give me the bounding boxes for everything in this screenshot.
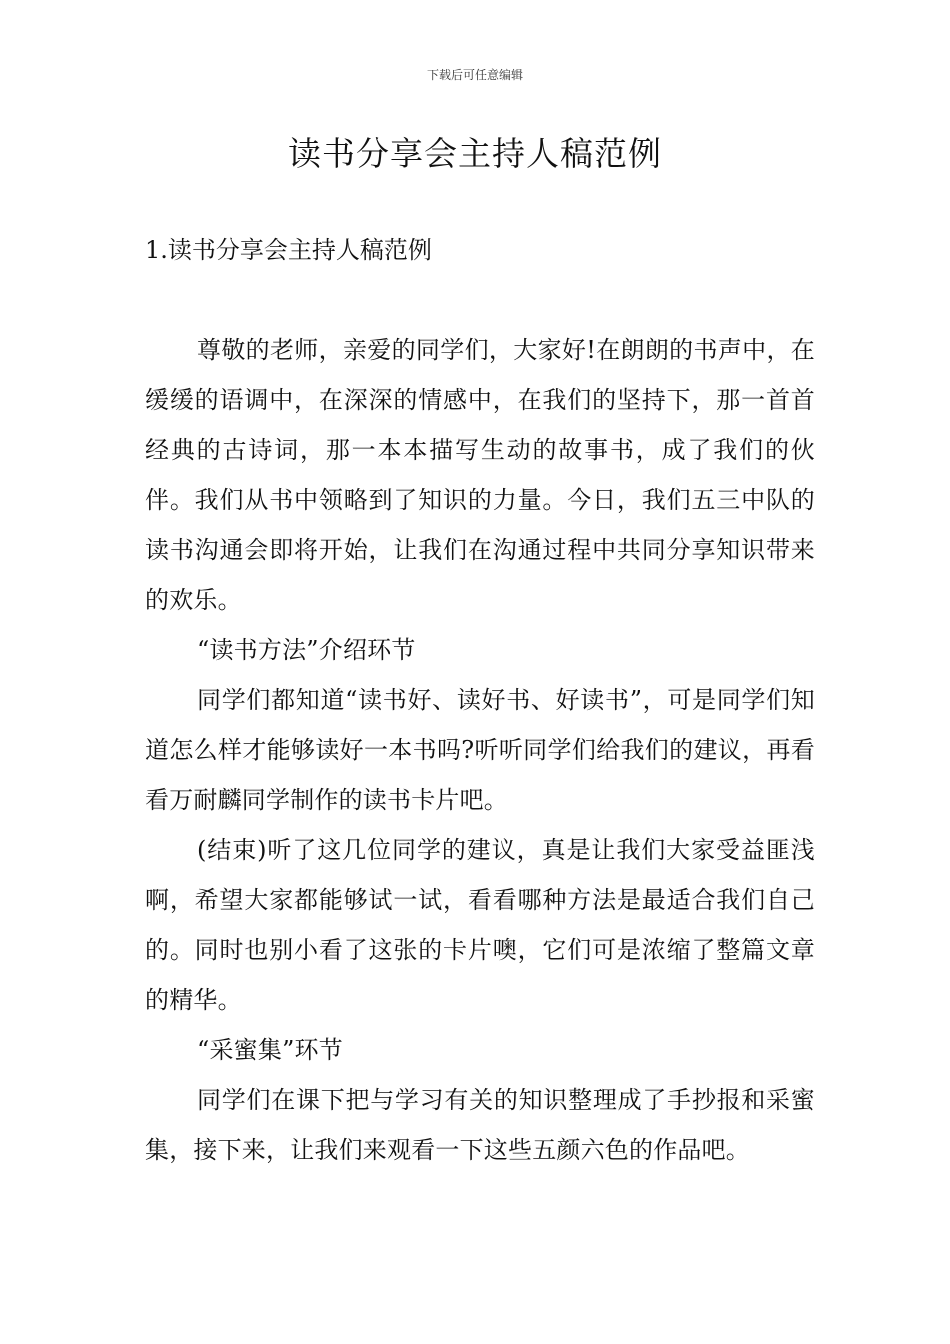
document-title: 读书分享会主持人稿范例	[288, 134, 662, 173]
section-heading: 1.读书分享会主持人稿范例	[145, 236, 432, 264]
paragraph-opening: 尊敬的老师，亲爱的同学们，大家好!在朗朗的书声中，在缓缓的语调中，在深深的情感中，在我们的坚持下，那一首首经典的古诗词，那一本本描写生动的故事书，成了我们的伙伴。我们从书中领略到了知识的力量。今日，我们五三中队的读书沟通会即将开始，让我们在沟通过程中共同分享知识带来的欢乐。	[145, 336, 815, 614]
paragraph-reading-methods: 同学们都知道“读书好、读好书、好读书”，可是同学们知道怎么样才能够读好一本书吗?听听同学们给我们的建议，再看看万耐麟同学制作的读书卡片吧。	[145, 686, 815, 814]
paragraph-conclusion: (结束)听了这几位同学的建议，真是让我们大家受益匪浅啊，希望大家都能够试一试，看看哪种方法是最适合我们自己的。同时也别小看了这张的卡片噢，它们可是浓缩了整篇文章的精华。	[145, 836, 815, 1014]
paragraph-honey-collection: 同学们在课下把与学习有关的知识整理成了手抄报和采蜜集，接下来，让我们来观看一下这些五颜六色的作品吧。	[145, 1086, 815, 1164]
subheading-reading-methods: “读书方法”介绍环节	[197, 636, 416, 664]
document-body	[145, 325, 815, 1175]
header-note: 下载后可任意编辑	[426, 68, 523, 82]
subheading-honey-collection: “采蜜集”环节	[197, 1036, 343, 1064]
